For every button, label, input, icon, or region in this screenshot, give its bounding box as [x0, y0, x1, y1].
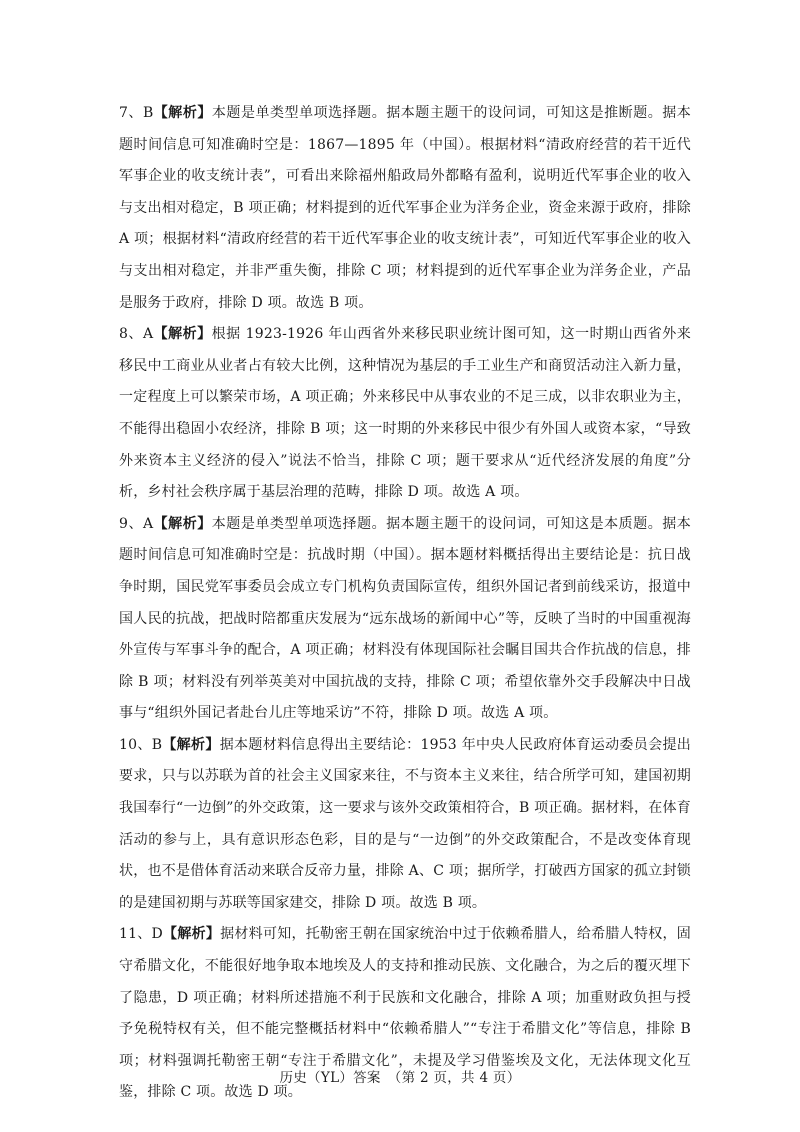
answer-number: 10、B [119, 736, 163, 753]
analysis-tag: 【解析】 [153, 105, 212, 121]
answer-item-8 [119, 319, 691, 509]
answer-text: 根据 1923-1926 年山西省外来移民职业统计图可知，这一时期山西省外来移民中工商业从业者占有较大比例，这种情况为基层的手工业生产和商贸活动注入新力量，一定程度上可以繁荣市场，A 项正确；外来移民中从事农业的不足三成，以非农职业为主，不能得出稳固小农经济，排除 B 项；这一时期的外来移民中很少有外国人或资本家，“导致外来资本主义经济的侵入”说法不恰当，排除 C 项；题干要求从“近代经济发展的角度”分析，乡村社会秩序属于基层治理的范畴，排除 D 项。故选 A 项。 [119, 326, 691, 501]
answer-text: 本题是单类型单项选择题。据本题主题干的设问词，可知这是本质题。据本题时间信息可知准确时空是：抗战时期（中国）。据本题材料概括得出主要结论是：抗日战争时期，国民党军事委员会成立专门机构负责国际宣传，组织外国记者到前线采访，报道中国人民的抗战，把战时陪都重庆发展为“远东战场的新闻中心”等，反映了当时的中国重视海外宣传与军事斗争的配合，A 项正确；材料没有体现国际社会瞩目国共合作抗战的信息，排除 B 项；材料没有列举英美对中国抗战的支持，排除 C 项；希望依靠外交手段解决中日战事与“组织外国记者赴台儿庄等地采访”不符，排除 D 项。故选 A 项。 [119, 515, 691, 722]
analysis-tag: 【解析】 [162, 926, 221, 943]
answer-item-9 [119, 509, 691, 730]
answer-text: 据本题材料信息得出主要结论：1953 年中央人民政府体育运动委员会提出要求，只与以苏联为首的社会主义国家来往，不与资本主义来往，结合所学可知，建国初期我国奉行“一边倒”的外交政策，这一要求与该外交政策相符合，B 项正确。据材料，在体育活动的参与上，具有意识形态色彩，目的是与“一边倒”的外交政策配合，不是改变体育现状，也不是借体育活动来联合反帝力量，排除 A、C 项；据所学，打破西方国家的孤立封锁的是建国初期与苏联等国家建交，排除 D 项。故选 B 项。 [119, 736, 691, 911]
page-footer: 历史（YL）答案 （第 2 页，共 4 页） [279, 1070, 521, 1086]
answer-number: 9、A [119, 515, 154, 532]
answer-text: 本题是单类型单项选择题。据本题主题干的设问词，可知这是推断题。据本题时间信息可知准确时空是：1867—1895 年（中国）。根据材料“清政府经营的若干近代军事企业的收支统计表”，可看出来除福州船政局外都略有盈利，说明近代军事企业的收入与支出相对稳定，B 项正确；材料提到的近代军事企业为洋务企业，资金来源于政府，排除 A 项；根据材料“清政府经营的若干近代军事企业的收支统计表”，可知近代军事企业的收入与支出相对稳定，并非严重失衡，排除 C 项；材料提到的近代军事企业为洋务企业，产品是服务于政府，排除 D 项。故选 B 项。 [119, 105, 691, 311]
answer-item-10 [119, 730, 691, 920]
analysis-tag: 【解析】 [153, 515, 212, 532]
answer-number: 8、A [119, 326, 154, 343]
answer-item-7 [119, 98, 691, 319]
analysis-tag: 【解析】 [162, 736, 220, 753]
answer-number: 7、B [119, 105, 154, 121]
answer-text: 据材料可知，托勒密王朝在国家统治中过于依赖希腊人，给希腊人特权，固守希腊文化，不能很好地争取本地埃及人的支持和推动民族、文化融合，为之后的覆灭埋下了隐患，D 项正确；材料所述措施不利于民族和文化融合，排除 A 项；加重财政负担与授予免税特权有关，但不能完整概括材料中“依赖希腊人”“专注于希腊文化”等信息，排除 B 项；材料强调托勒密王朝“专注于希腊文化”，未提及学习借鉴埃及文化，无法体现文化互鉴，排除 C 项。故选 D 项。 [119, 926, 691, 1101]
analysis-tag: 【解析】 [153, 326, 212, 343]
answer-number: 11、D [119, 926, 163, 943]
answer-explanations [119, 98, 691, 1109]
